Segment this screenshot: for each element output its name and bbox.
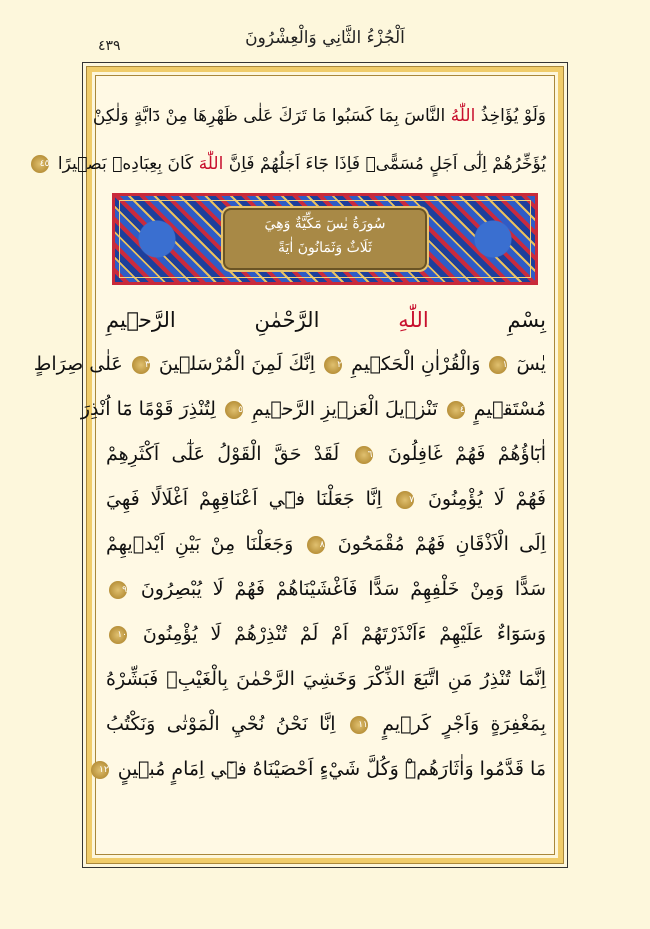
ayah-marker: ١١ [350, 716, 368, 734]
verse-text: وَلَوْ يُؤَاخِذُ [480, 106, 546, 126]
verse-text: بِمَغْفِرَةٍ وَاَجْرٍ كَر۪يمٍ [382, 713, 546, 735]
verse-text: تَنْز۪يلَ الْعَز۪يزِ الرَّح۪يمِ [252, 398, 438, 420]
ayah-marker: ٧ [396, 491, 414, 509]
text-line-9 [106, 614, 546, 654]
surah-ayah-count-line: ثَلَاثٌ وَثَمَانُونَ اٰيَةً [277, 240, 373, 256]
verse-text: النَّاسَ بِمَا كَسَبُوا مَا تَرَكَ عَلٰى ظَهْرِهَا مِنْ دَٓابَّةٍ وَلٰكِنْ [92, 106, 446, 126]
text-line-6 [106, 479, 546, 519]
verse-text: فَهُمْ لَا يُؤْمِنُونَ [427, 488, 546, 510]
ayah-marker: ١ [489, 356, 507, 374]
verse-text: يُؤَخِّرُهُمْ اِلٰٓى اَجَلٍ مُسَمًّىۚ فَاِذَا جَٓاءَ اَجَلُهُمْ فَاِنَّ [228, 154, 546, 174]
text-line-12 [99, 749, 546, 789]
verse-text: اِنَّا جَعَلْنَا ف۪ٓي اَعْنَاقِهِمْ اَغْلَالًا فَهِيَ [106, 488, 382, 510]
text-line-5 [106, 434, 546, 474]
surah-header-ornament [112, 193, 538, 285]
ayah-marker: ٨ [307, 536, 325, 554]
verse-text: اِنَّمَا تُنْذِرُ مَنِ اتَّبَعَ الذِّكْرَ وَخَشِيَ الرَّحْمٰنَ بِالْغَيْبِۚ فَبَشِّرْهُ [106, 668, 546, 690]
ayah-marker: ٤ [447, 401, 465, 419]
verse-text: اِنَّكَ لَمِنَ الْمُرْسَل۪ينَ [158, 353, 316, 375]
ayah-marker: ٣ [132, 356, 150, 374]
verse-text: اٰبَٓاؤُهُمْ فَهُمْ غَافِلُونَ [387, 443, 546, 465]
ayah-marker: ٢ [324, 356, 342, 374]
ayah-marker: ٩ [109, 581, 127, 599]
verse-text: عَلٰى صِرَاطٍ [33, 353, 123, 375]
juz-title: اَلْجُزْءُ الثَّانِي وَالْعِشْرُونَ [245, 28, 405, 48]
ayah-marker: ١٢ [91, 761, 109, 779]
text-line-11 [106, 704, 546, 744]
verse-text: لَقَدْ حَقَّ الْقَوْلُ عَلٰٓى اَكْثَرِهِمْ [106, 443, 340, 465]
ayah-marker: ١٠ [109, 626, 127, 644]
ayah-marker: ٦ [355, 446, 373, 464]
verse-text: وَالْقُرْاٰنِ الْحَك۪يمِ [351, 353, 481, 375]
basmala-text: بِسْمِ [507, 308, 546, 332]
allah-word: اللّٰهَ [198, 154, 224, 174]
text-line-7 [106, 524, 546, 564]
page-number: ٤٣٩ [98, 38, 121, 54]
verse-text: لِتُنْذِرَ قَوْمًا مَٓا اُنْذِرَ [80, 398, 216, 420]
surah-title-line: سُورَةُ يٰسٓ مَكِّيَّةٌ وَهِيَ [264, 216, 386, 232]
basmala-text: الرَّحْمٰنِ الرَّح۪يمِ [106, 308, 320, 332]
text-line-8 [106, 569, 546, 609]
verse-text: سَدًّا وَمِنْ خَلْفِهِمْ سَدًّا فَاَغْشَيْنَاهُمْ فَهُمْ لَا يُبْصِرُونَ [140, 578, 546, 600]
text-line-4 [80, 389, 546, 429]
verse-text: وَجَعَلْنَا مِنْ بَيْنِ اَيْد۪يهِمْ [106, 533, 294, 555]
verse-text: مُسْتَق۪يمٍ [473, 398, 546, 420]
page-header [0, 0, 650, 60]
text-line-2 [39, 144, 546, 184]
basmala-line [106, 300, 546, 340]
verse-text: اِنَّا نَحْنُ نُحْيِ الْمَوْتٰى وَنَكْتُبُ [106, 713, 336, 735]
surah-title-plate [225, 210, 425, 268]
allah-word: اللّٰهِ [398, 308, 429, 332]
verse-text: يٰسٓ [516, 353, 546, 375]
text-line-3 [33, 344, 546, 384]
verse-text: وَسَوَٓاءٌ عَلَيْهِمْ ءَاَنْذَرْتَهُمْ اَمْ لَمْ تُنْذِرْهُمْ لَا يُؤْمِنُونَ [142, 623, 546, 645]
verse-text: اِلَى الْاَذْقَانِ فَهُمْ مُقْمَحُونَ [337, 533, 546, 555]
text-line-10 [106, 659, 546, 699]
ayah-marker: ٥ [225, 401, 243, 419]
ayah-marker: ٤٥ [31, 155, 49, 173]
allah-word: اللّٰهُ [450, 106, 476, 126]
verse-text: كَانَ بِعِبَادِه۪ بَص۪يرًا [57, 154, 194, 174]
verse-text: مَا قَدَّمُوا وَاٰثَارَهُمْۜ وَكُلَّ شَيْءٍ اَحْصَيْنَاهُ ف۪ٓي اِمَامٍ مُب۪ينٍ [117, 758, 546, 780]
text-line-1 [92, 96, 546, 136]
